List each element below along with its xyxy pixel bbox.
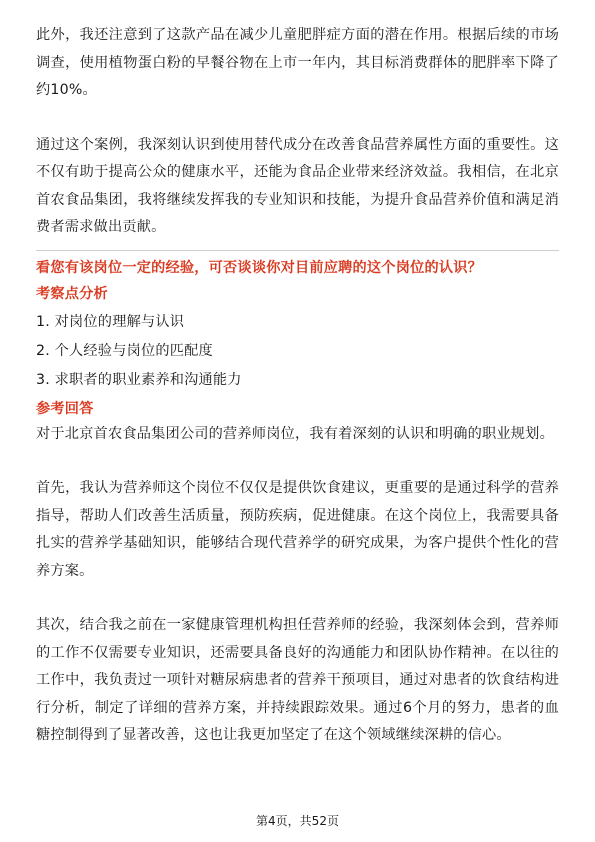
analysis-item: 2. 个人经验与岗位的匹配度 [36, 342, 213, 359]
interview-question: 看您有该岗位一定的经验，可否谈谈你对目前应聘的这个岗位的认识？ [36, 259, 483, 276]
paragraph-gap [36, 585, 559, 612]
answer-paragraph-first: 首先，我认为营养师这个岗位不仅仅是提供饮食建议，更重要的是通过科学的营养指导，帮助人们改善生活质量，预防疾病，促进健康。在这个岗位上，我需要具备扎实的营养学基础知识，能够结合现代营养学的研究成果，为客户提供个性化的营养方案。 [36, 480, 559, 579]
answer-intro: 对于北京首农食品集团公司的营养师岗位，我有着深刻的认识和明确的职业规划。 [36, 425, 554, 442]
paragraph-case-conclusion: 通过这个案例，我深刻认识到使用替代成分在改善食品营养属性方面的重要性。这不仅有助于提高公众的健康水平，还能为食品企业带来经济效益。我相信，在北京首农食品集团，我将继续发挥我的专业知识和技能，为提升食品营养价值和满足消费者需求做出贡献。 [36, 136, 559, 235]
answer-paragraph-second: 其次，结合我之前在一家健康管理机构担任营养师的经验，我深刻体会到，营养师的工作不仅需要专业知识，还需要具备良好的沟通能力和团队协作精神。在以往的工作中，我负责过一项针对糖尿病患者的营养干预项目，通过对患者的饮食结构进行分析，制定了详细的营养方案，并持续跟踪效果。通过6个月的努力，患者的血糖控制得到了显著改善，这也让我更加坚定了在这个领域继续深耕的信心。 [36, 617, 559, 743]
analysis-item: 3. 求职者的职业素养和沟通能力 [36, 371, 242, 388]
analysis-title: 考察点分析 [36, 285, 108, 302]
section-divider [36, 250, 559, 251]
analysis-item: 1. 对岗位的理解与认识 [36, 313, 185, 330]
answer-title: 参考回答 [36, 400, 94, 417]
paragraph-gap [36, 448, 559, 475]
document-page [36, 22, 559, 750]
paragraph-market-research: 此外，我还注意到了这款产品在减少儿童肥胖症方面的潜在作用。根据后续的市场调查，使用植物蛋白粉的早餐谷物在上市一年内，其目标消费群体的肥胖率下降了约10%。 [36, 27, 559, 98]
analysis-list [36, 308, 559, 395]
paragraph-gap [36, 105, 559, 132]
page-footer: 第4页，共52页 [256, 814, 339, 828]
